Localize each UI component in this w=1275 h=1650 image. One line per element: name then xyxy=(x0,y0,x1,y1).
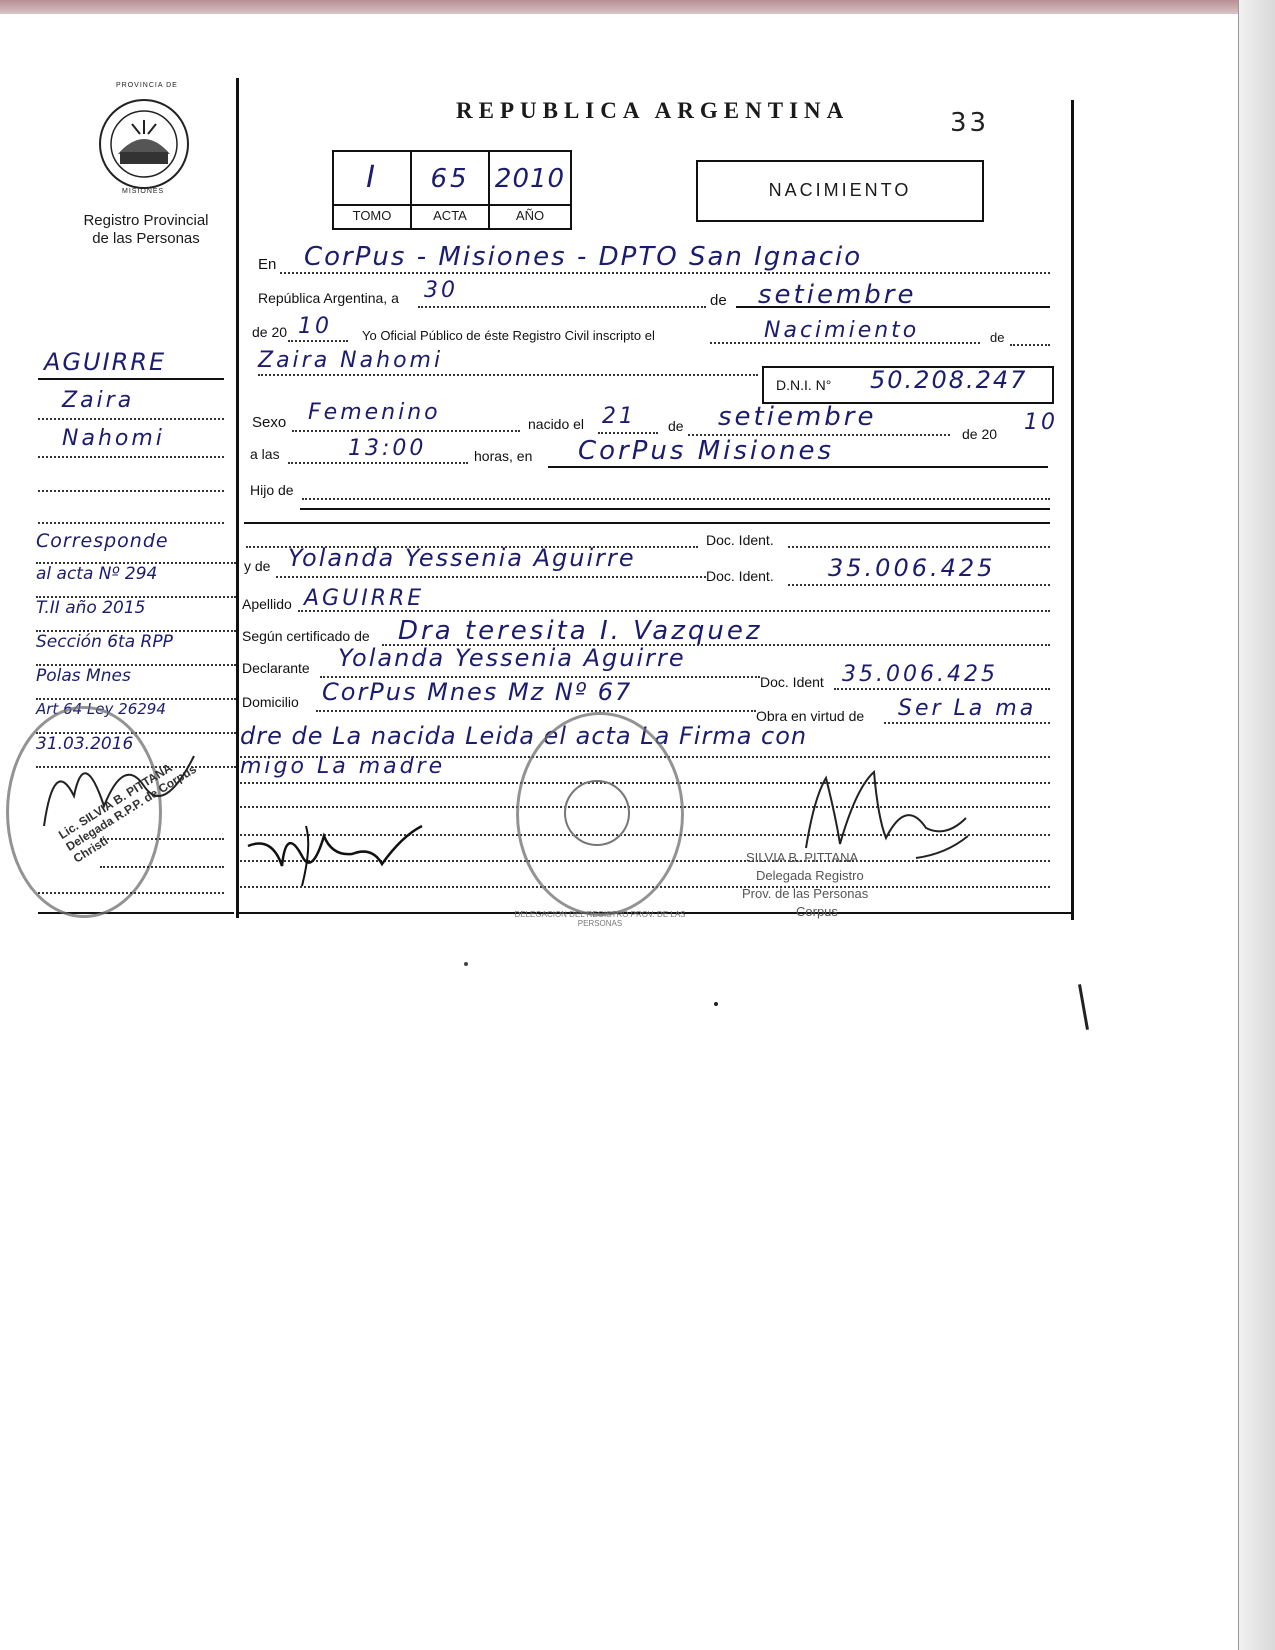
domicilio-label: Domicilio xyxy=(242,694,299,710)
scan-speck xyxy=(714,1002,718,1006)
row-date xyxy=(258,278,1110,314)
sidebar-rule-2 xyxy=(38,456,224,458)
birth-day: 21 xyxy=(602,404,636,429)
obra-label: Obra en virtud de xyxy=(756,708,865,724)
registry-stamp-text: DELEGACION DEL REGISTRO PROV. DE LAS PERSONAS xyxy=(514,910,686,928)
row-mother xyxy=(244,544,1110,586)
de-label-3: de xyxy=(668,418,684,434)
official-role-1: Delegada Registro xyxy=(756,868,864,883)
dni-label: D.N.I. N° xyxy=(776,377,832,393)
sidebar-rule-6 xyxy=(100,866,224,868)
dni-box xyxy=(762,366,1054,404)
note-line-1: Corresponde xyxy=(36,530,236,564)
note-line-4: Sección 6ta RPP xyxy=(36,632,236,666)
doc-type: NACIMIENTO xyxy=(768,180,912,200)
sidebar-name-2: Nahomi xyxy=(62,426,165,451)
form-right-border xyxy=(1071,100,1074,920)
birth-place: CorPus Misiones xyxy=(578,436,835,466)
inscription-value: Nacimiento xyxy=(764,318,920,343)
doc-ident-label: Doc. Ident. xyxy=(706,532,774,548)
doc-type-box xyxy=(696,160,984,222)
official-name: SILVIA B. PITTANA xyxy=(746,850,859,865)
registry-line-1: Registro Provincial xyxy=(83,212,209,229)
sidebar-rule-3 xyxy=(38,490,224,492)
registry-name xyxy=(58,212,234,248)
scan-speck xyxy=(464,962,468,966)
sidebar-surname: AGUIRRE xyxy=(44,348,167,376)
nacido-label: nacido el xyxy=(528,416,585,432)
birth-month: setiembre xyxy=(718,402,877,432)
sidebar-rule-5 xyxy=(100,838,224,840)
alas-label: a las xyxy=(250,446,280,462)
row-place xyxy=(258,242,1110,278)
dni-value: 50.208.247 xyxy=(870,366,1028,394)
declarant-signature xyxy=(242,806,432,902)
left-signature xyxy=(34,736,204,836)
registry-line-2: de las Personas xyxy=(92,230,200,247)
note-line-2: al acta Nº 294 xyxy=(36,564,236,598)
de20-label-2: de 20 xyxy=(962,426,998,442)
month-value: setiembre xyxy=(758,280,917,310)
sidebar-rule-7 xyxy=(38,892,224,894)
domicilio-value: CorPus Mnes Mz Nº 67 xyxy=(322,678,633,706)
row-birth xyxy=(252,400,1110,442)
de20-label: de 20 xyxy=(252,324,288,340)
en-label: En xyxy=(258,256,277,273)
apellido-label: Apellido xyxy=(242,596,292,612)
rule-1 xyxy=(300,508,1050,510)
registry-stamp-inner xyxy=(564,780,630,846)
apellido-value: AGUIRRE xyxy=(304,586,425,611)
de-label: de xyxy=(710,292,727,309)
note-line-6: Art 64 Ley 26294 xyxy=(36,700,236,734)
sexo-label: Sexo xyxy=(252,414,287,431)
sidebar-name-1: Zaira xyxy=(62,388,135,413)
mother-doc: 35.006.425 xyxy=(828,554,996,582)
row-inscription xyxy=(252,314,1110,348)
day-value: 30 xyxy=(424,278,458,303)
mother-name: Yolanda Yessenia Aguirre xyxy=(288,544,636,572)
scan-speck xyxy=(1078,984,1089,1030)
record-box xyxy=(332,150,572,230)
row-hour xyxy=(250,436,1110,470)
de-label-2: de xyxy=(990,330,1005,345)
rule-2 xyxy=(244,522,1050,524)
doc-ident-label-2: Doc. Ident. xyxy=(706,568,774,584)
note-line-7: 31.03.2016 xyxy=(36,734,236,768)
surname-rule xyxy=(38,378,224,380)
tomo-label: TOMO xyxy=(352,208,392,223)
child-name: Zaira Nahomi xyxy=(258,348,444,373)
official-role-3: Corpus xyxy=(796,904,838,919)
provincial-seal-icon xyxy=(96,96,192,192)
row-hijo xyxy=(250,478,1110,508)
obra-value: Ser La ma xyxy=(898,696,1037,721)
scan-page-edge xyxy=(1238,0,1275,1650)
year-value: 10 xyxy=(298,314,332,339)
certificado-value: Dra teresita I. Vazquez xyxy=(398,616,763,646)
republica-label: República Argentina, a xyxy=(258,290,399,306)
birth-year: 10 xyxy=(1024,410,1058,435)
anio-label: AÑO xyxy=(515,208,545,223)
yde-label: y de xyxy=(244,558,271,574)
note-line-5: Polas Mnes xyxy=(36,666,236,700)
horas-label: horas, en xyxy=(474,448,533,464)
acta-value: 65 xyxy=(430,164,470,194)
sidebar-rule-4 xyxy=(38,522,224,524)
note-line-3: T.II año 2015 xyxy=(36,598,236,632)
declarante-doc: 35.006.425 xyxy=(842,662,998,687)
declarante-value: Yolanda Yessenia Aguirre xyxy=(338,644,686,672)
anio-value: 2010 xyxy=(494,164,566,194)
sexo-value: Femenino xyxy=(308,400,441,425)
tomo-value: I xyxy=(366,160,378,195)
official-role-2: Prov. de las Personas xyxy=(742,886,869,901)
page-number: 33 xyxy=(950,108,990,138)
segun-label: Según certificado de xyxy=(242,628,370,644)
country-title: REPUBLICA ARGENTINA xyxy=(456,98,850,123)
place-value: CorPus - Misiones - DPTO San Ignacio xyxy=(304,242,863,272)
doc-ident-label-3: Doc. Ident xyxy=(760,674,824,690)
declarante-label: Declarante xyxy=(242,660,310,676)
scan-top-edge xyxy=(0,0,1275,14)
observation-line-1: dre de La nacida Leida el acta La Firma con xyxy=(240,722,808,750)
sidebar-rule-1 xyxy=(38,418,224,420)
oficial-label: Yo Oficial Público de éste Registro Civil inscripto el xyxy=(362,328,655,343)
observation-line-2: migo La madre xyxy=(240,754,446,779)
seal-top-text: PROVINCIA DE xyxy=(116,82,178,89)
sidebar-divider xyxy=(236,78,239,918)
hour-value: 13:00 xyxy=(348,436,427,461)
seal-bottom-text: MISIONES xyxy=(122,188,165,195)
acta-label: ACTA xyxy=(433,208,467,223)
hijo-label: Hijo de xyxy=(250,482,294,498)
left-stamp-text: Lic. SILVIA B. PITTANA Delegada R.P.P. de Corpus Christi xyxy=(56,760,199,866)
